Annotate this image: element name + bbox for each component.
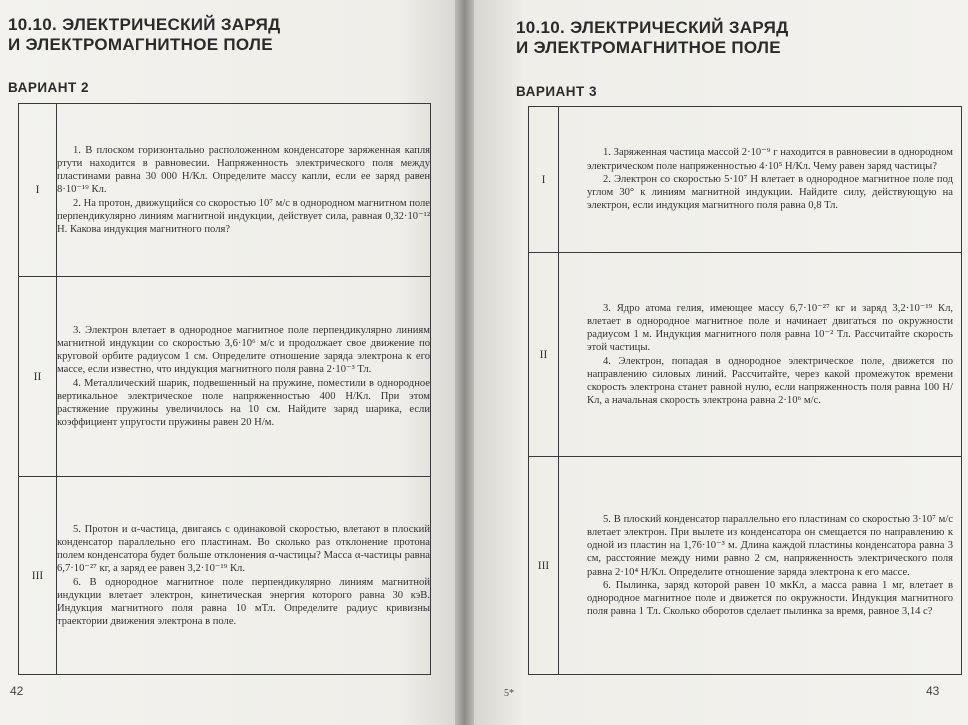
chapter-title (8, 15, 281, 55)
problem-text: 4. Электрон, попадая в однородное электрическое поле, движется по направлению силовых линий. Рассчитайте, через какой промежуток времени скорость электрона станет равной нулю, если напряженность поля равна 100 Н/Кл, а начальная скорость электрона равна 2·10⁶ м/с. (587, 355, 953, 407)
level-label: III (19, 477, 57, 675)
right-page (474, 0, 968, 725)
book-gutter (455, 0, 474, 725)
problem-text: 6. Пылинка, заряд которой равен 10 мкКл, а масса равна 1 мг, влетает в однородное магнитное поле и движется по окружности. Индукция магнитного поля равна 1 Тл. Сколько оборотов сделает пылинка за время, равное 3,14 с? (587, 579, 953, 618)
problems-cell (57, 477, 431, 675)
problem-text: 3. Ядро атома гелия, имеющее массу 6,7·10⁻²⁷ кг и заряд 3,2·10⁻¹⁹ Кл, влетает в однородное магнитное поле и начинает двигаться по окружности радиусом 1 м. Индукция магнитного поля равна 10⁻² Тл. Рассчитайте скорость этой частицы. (587, 302, 953, 354)
page-number: 42 (10, 684, 24, 698)
chapter-title-line2: И ЭЛЕКТРОМАГНИТНОЕ ПОЛЕ (8, 35, 273, 54)
table-row (529, 107, 962, 253)
left-page (0, 0, 455, 725)
tasks-table (528, 106, 962, 675)
problem-text: 1. В плоском горизонтально расположенном конденсаторе заряженная капля ртути находится в равновесии. Напряженность электрического поля между пластинами равна 30 000 Н/Кл. Определите массу капли, если ее заряд равен 8·10⁻¹⁹ Кл. (57, 144, 430, 196)
problems-cell (57, 277, 431, 477)
level-label: II (19, 277, 57, 477)
problem-text: 4. Металлический шарик, подвешенный на пружине, поместили в однородное вертикальное электрическое поле напряженностью 400 Н/Кл. При этом растяжение пружины увеличилось на 10 см. Найдите заряд шарика, если коэффициент упругости пружины равен 20 Н/м. (57, 377, 430, 429)
problems-cell (57, 104, 431, 277)
problem-text: 2. На протон, движущийся со скоростью 10⁷ м/с в однородном магнитном поле перпендикулярно линиям магнитной индукции, действует сила, равная 0,32·10⁻¹² Н. Какова индукция магнитного поля? (57, 197, 431, 235)
chapter-title-line2: И ЭЛЕКТРОМАГНИТНОЕ ПОЛЕ (516, 38, 781, 57)
table-row (19, 477, 431, 675)
table-row (19, 104, 431, 277)
problems-cell (559, 107, 962, 253)
table-row (529, 457, 962, 675)
level-label: III (529, 457, 559, 675)
level-label: I (19, 104, 57, 277)
variant-heading: ВАРИАНТ 3 (516, 84, 598, 99)
page-number: 43 (926, 684, 940, 698)
signature-mark: 5* (504, 688, 514, 699)
table-row (529, 253, 962, 457)
table-row (19, 277, 431, 477)
level-label: II (529, 253, 559, 457)
problem-text: 2. Электрон со скоростью 5·10⁷ Н влетает в однородное магнитное поле под углом 30° к линиям магнитной индукции. Найдите силу, действующую на электрон, если индукция магнитного поля равна 0,8 Тл. (587, 173, 953, 212)
problem-text: 6. В однородное магнитное поле перпендикулярно линиям магнитной индукции влетает электрон, кинетическая энергия которого равна 30 кэВ. Индукция магнитного поля равна 10 мТл. Определите радиус кривизны траектории движения электрона в поле. (57, 576, 430, 628)
tasks-table (18, 103, 431, 675)
problem-text: 3. Электрон влетает в однородное магнитное поле перпендикулярно линиям магнитной индукции со скоростью 3,6·10⁶ м/с и продолжает свое движение по круговой орбите радиусом 1 см. Определите отношение заряда электрона к его массе, если известно, что индукция магнитного поля равна 2·10⁻³ Тл. (57, 324, 430, 376)
variant-heading: ВАРИАНТ 2 (8, 80, 90, 95)
problems-cell (559, 253, 962, 457)
chapter-title-line1: 10.10. ЭЛЕКТРИЧЕСКИЙ ЗАРЯД (516, 18, 789, 37)
problem-text: 1. Заряженная частица массой 2·10⁻⁹ г находится в равновесии в однородном электрическом поле напряженностью 4·10⁵ Н/Кл. Чему равен заряд частицы? (587, 147, 953, 172)
problem-text: 5. Протон и α-частица, двигаясь с одинаковой скоростью, влетают в плоский конденсатор параллельно его пластинам. Во сколько раз отклонение протона полем конденсатора будет больше отклонения α-частицы? Масса α-частицы равна 6,7·10⁻²⁷ кг, а заряд ее равен 3,2·10⁻¹⁹ Кл. (57, 523, 430, 575)
chapter-title (516, 18, 789, 58)
problems-cell (559, 457, 962, 675)
problem-text: 5. В плоский конденсатор параллельно его пластинам со скоростью 3·10⁷ м/с влетает электрон. При вылете из конденсатора он смещается по направлению к одной из пластин на 1,76·10⁻³ м. Длина каждой пластины конденсатора равна 3 см, расстояние между ними равно 2 см, напряженность электрического поля равна 2·10⁴ Н/Кл. Определите отношение заряда электрона к его массе. (587, 513, 953, 578)
chapter-title-line1: 10.10. ЭЛЕКТРИЧЕСКИЙ ЗАРЯД (8, 15, 281, 34)
level-label: I (529, 107, 559, 253)
